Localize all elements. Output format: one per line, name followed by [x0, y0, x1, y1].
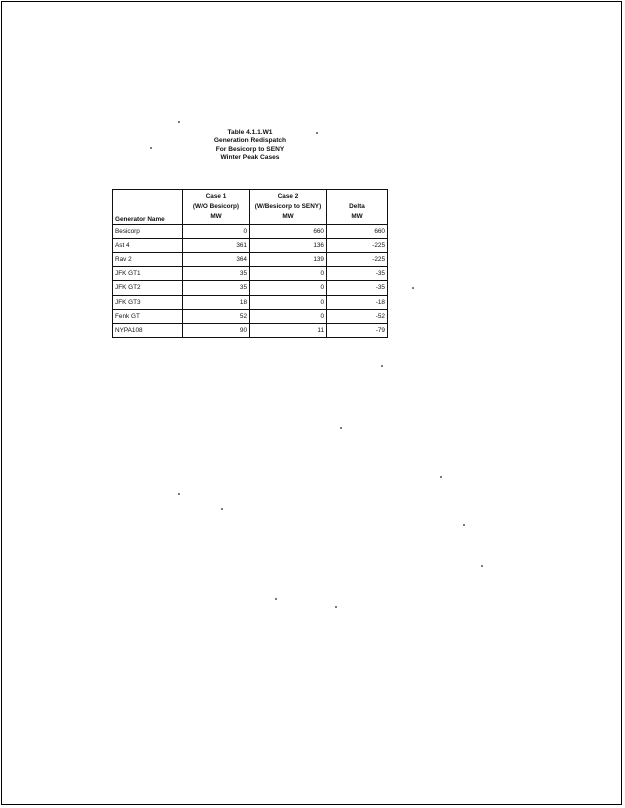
- scan-speck: [316, 132, 318, 134]
- generator-name-cell: Ast 4: [113, 238, 183, 252]
- table-row: [113, 309, 388, 323]
- table-title: Generation Redispatch: [213, 137, 287, 145]
- table-number: Table 4.1.1.W1: [227, 129, 273, 136]
- case1-mw-cell: 361: [183, 238, 250, 252]
- generator-name-cell: Rav 2: [113, 252, 183, 266]
- header-case-1-unit: MW: [210, 213, 222, 221]
- scan-speck: [150, 147, 152, 149]
- delta-mw-cell: 660: [327, 224, 388, 238]
- delta-mw-cell: -52: [327, 309, 388, 323]
- scan-speck: [221, 508, 223, 510]
- header-delta: [327, 190, 388, 225]
- header-delta-title: Delta: [349, 203, 365, 211]
- scan-speck: [481, 565, 483, 567]
- generation-redispatch-table: [112, 189, 388, 338]
- scan-speck: [381, 365, 383, 367]
- scan-speck: [275, 598, 277, 600]
- generator-name-cell: JFK GT2: [113, 281, 183, 295]
- delta-mw-cell: -35: [327, 267, 388, 281]
- scan-speck: [335, 606, 337, 608]
- delta-mw-cell: -225: [327, 238, 388, 252]
- scan-speck: [440, 476, 442, 478]
- delta-mw-cell: -35: [327, 281, 388, 295]
- delta-mw-cell: -225: [327, 252, 388, 266]
- scan-speck: [412, 287, 414, 289]
- scan-speck: [340, 427, 342, 429]
- case1-mw-cell: 35: [183, 267, 250, 281]
- case2-mw-cell: 139: [250, 252, 327, 266]
- page-border: [1, 1, 622, 805]
- case2-mw-cell: 0: [250, 309, 327, 323]
- table-row: [113, 238, 388, 252]
- case2-mw-cell: 0: [250, 295, 327, 309]
- table-row: [113, 267, 388, 281]
- case1-mw-cell: 0: [183, 224, 250, 238]
- header-case-2: [250, 190, 327, 225]
- scan-speck: [178, 493, 180, 495]
- table-header-row: [113, 190, 388, 225]
- header-case-2-desc: (W/Besicorp to SENY): [254, 203, 322, 211]
- case1-mw-cell: 90: [183, 323, 250, 337]
- case2-mw-cell: 660: [250, 224, 327, 238]
- scan-speck: [463, 524, 465, 526]
- table-row: [113, 323, 388, 337]
- generator-name-cell: NYPA108: [113, 323, 183, 337]
- table-row: [113, 224, 388, 238]
- scan-speck: [178, 121, 180, 123]
- table-row: [113, 295, 388, 309]
- case1-mw-cell: 364: [183, 252, 250, 266]
- delta-mw-cell: -79: [327, 323, 388, 337]
- header-delta-unit: MW: [351, 213, 363, 221]
- header-case-2-unit: MW: [282, 213, 294, 221]
- table-row: [113, 281, 388, 295]
- case2-mw-cell: 11: [250, 323, 327, 337]
- table-subtitle: For Besicorp to SENY: [215, 145, 285, 153]
- header-generator-name: Generator Name: [113, 190, 183, 225]
- table-case-label: Winter Peak Cases: [220, 154, 280, 162]
- generator-name-cell: JFK GT3: [113, 295, 183, 309]
- case1-mw-cell: 18: [183, 295, 250, 309]
- header-case-2-title: Case 2: [277, 193, 299, 200]
- case2-mw-cell: 0: [250, 267, 327, 281]
- case2-mw-cell: 136: [250, 238, 327, 252]
- case1-mw-cell: 35: [183, 281, 250, 295]
- generator-name-cell: Fenk GT: [113, 309, 183, 323]
- header-case-1-title: Case 1: [205, 193, 227, 200]
- table-row: [113, 252, 388, 266]
- table-caption: [180, 129, 320, 163]
- generator-name-cell: JFK GT1: [113, 267, 183, 281]
- delta-mw-cell: -18: [327, 295, 388, 309]
- case1-mw-cell: 52: [183, 309, 250, 323]
- generator-name-cell: Besicorp: [113, 224, 183, 238]
- case2-mw-cell: 0: [250, 281, 327, 295]
- header-case-1-desc: (W/O Besicorp): [192, 203, 240, 211]
- header-case-1: [183, 190, 250, 225]
